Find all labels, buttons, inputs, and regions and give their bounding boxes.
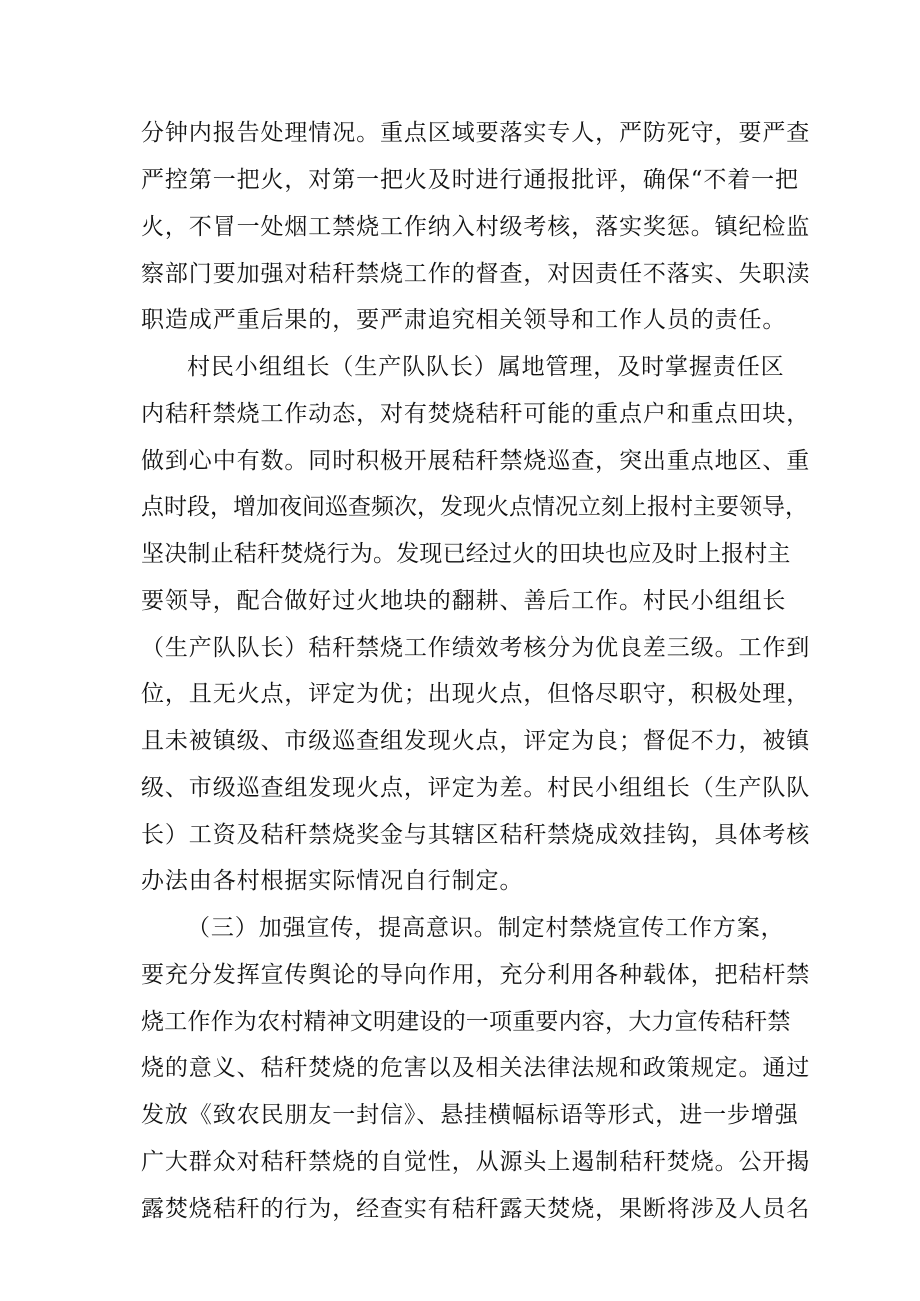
text-line: 且未被镇级、市级巡查组发现火点，评定为良；督促不力，被镇 [141,728,811,754]
text-line: 长）工资及秸秆禁烧奖金与其辖区秸秆禁烧成效挂钩，具体考核 [141,822,811,848]
text-line: 内秸秆禁烧工作动态，对有焚烧秸秆可能的重点户和重点田块， [141,401,811,427]
text-line: 办法由各村根据实际情况自行制定。 [141,868,524,894]
text-line: 坚决制止秸秆焚烧行为。发现已经过火的田块也应及时上报村主 [141,541,791,567]
text-line: 烧工作作为农村精神文明建设的一项重要内容，大力宣传秸秆禁 [141,1009,791,1035]
text-line: 级、市级巡查组发现火点，评定为差。村民小组组长（生产队队 [141,775,811,801]
text-line: 要充分发挥宣传舆论的导向作用，充分利用各种载体，把秸杆禁 [141,962,811,988]
text-line: 分钟内报告处理情况。重点区域要落实专人，严防死守，要严查 [141,120,811,146]
text-line: 做到心中有数。同时积极开展秸秆禁烧巡查，突出重点地区、重 [141,448,811,474]
section-heading-line: （三）加强宣传，提高意识。制定村禁烧宣传工作方案， [187,915,785,941]
text-line: 露焚烧秸秆的行为，经查实有秸秆露天焚烧，果断将涉及人员名 [141,1196,811,1222]
text-line: 严控第一把火，对第一把火及时进行通报批评，确保“不着一把 [141,167,799,193]
text-line: 广大群众对秸秆禁烧的自觉性，从源头上遏制秸秆焚烧。公开揭 [141,1149,811,1175]
text-line: 发放《致农民朋友一封信》、悬挂横幅标语等形式，进一步增强 [141,1102,799,1128]
text-line: 位，且无火点，评定为优；出现火点，但恪尽职守，积极处理， [141,681,811,707]
text-line: 火，不冒一处烟工禁烧工作纳入村级考核，落实奖惩。镇纪检监 [141,214,811,240]
paragraph-start-line: 村民小组组长（生产队队长）属地管理，及时掌握责任区 [187,354,785,380]
text-line: 察部门要加强对秸秆禁烧工作的督查，对因责任不落实、失职渎 [141,261,811,287]
text-line: 烧的意义、秸秆焚烧的危害以及相关法律法规和政策规定。通过 [141,1055,811,1081]
text-line: （生产队队长）秸秆禁烧工作绩效考核分为优良差三级。工作到 [141,635,811,661]
text-line: 要领导，配合做好过火地块的翻耕、善后工作。村民小组组长 [141,588,787,614]
text-line: 点时段，增加夜间巡查频次，发现火点情况立刻上报村主要领导， [141,494,808,520]
text-line: 职造成严重后果的，要严肃追究相关领导和工作人员的责任。 [141,307,787,333]
